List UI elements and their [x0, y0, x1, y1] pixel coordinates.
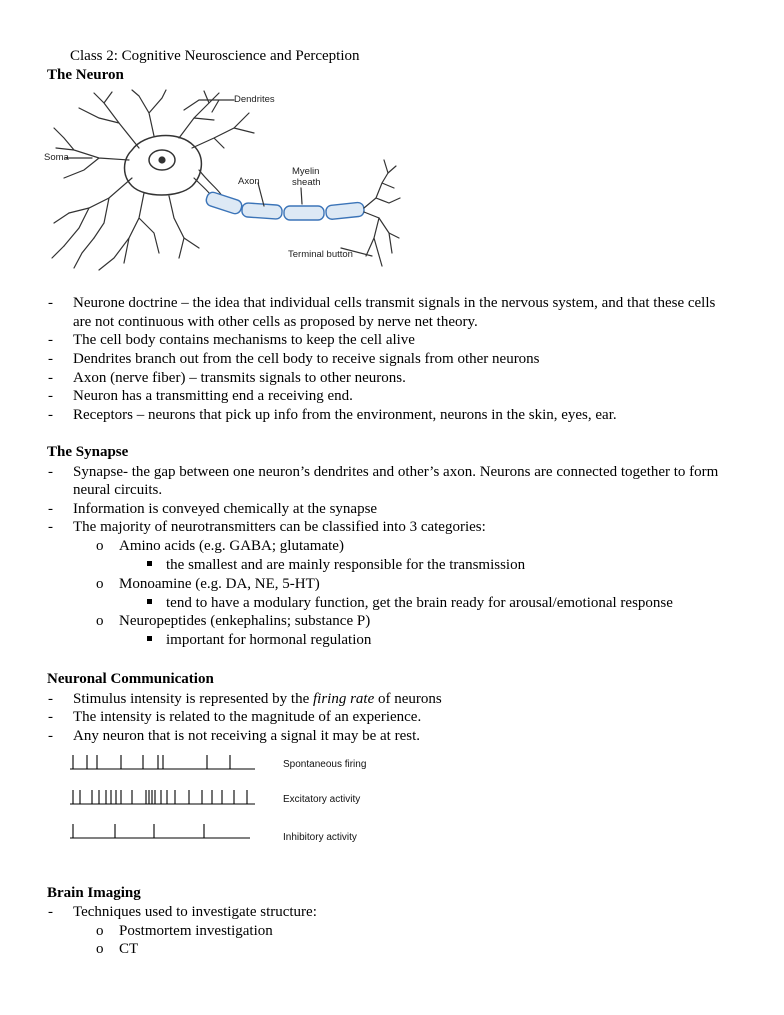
myelin-label-2: sheath [292, 177, 321, 188]
category-amino-acids: Amino acids (e.g. GABA; glutamate) [119, 538, 344, 554]
imaging-item-ct: CT [119, 941, 139, 957]
circle-marker: o [96, 923, 104, 939]
square-bullet [147, 561, 152, 566]
dash-marker: - [48, 691, 53, 707]
dash-marker: - [48, 464, 53, 480]
axon-label: Axon [238, 176, 260, 187]
synapse-heading: The Synapse [47, 444, 129, 460]
synapse-bullet-1: Synapse- the gap between one neuron’s dendrites and other’s axon. Neurons are connected together to form [73, 464, 719, 480]
square-bullet [147, 636, 152, 641]
category-amino-acids-detail: the smallest and are mainly responsible for the transmission [166, 557, 526, 573]
category-monoamine-detail: tend to have a modulary function, get the brain ready for arousal/emotional response [166, 595, 673, 611]
neuron-bullet-2: The cell body contains mechanisms to keep the cell alive [73, 332, 415, 348]
dash-marker: - [48, 370, 53, 386]
dash-marker: - [48, 709, 53, 725]
dash-marker: - [48, 519, 53, 535]
myelin-label-1: Myelin [292, 166, 320, 177]
excitatory-activity-label: Excitatory activity [283, 794, 361, 805]
dash-marker: - [48, 388, 53, 404]
synapse-bullet-2: Information is conveyed chemically at the synapse [73, 501, 378, 517]
circle-marker: o [96, 941, 104, 957]
dendrites-label: Dendrites [234, 94, 275, 105]
dash-marker: - [48, 501, 53, 517]
firing-rate-text-after: of neurons [374, 691, 442, 707]
synapse-bullet-3: The majority of neurotransmitters can be classified into 3 categories: [73, 519, 486, 535]
communication-bullet-1 [73, 690, 442, 708]
square-bullet [147, 599, 152, 604]
spike-train-figure [64, 752, 394, 847]
synapse-bullet-1-cont: neural circuits. [73, 482, 163, 498]
neuron-bullet-1: Neurone doctrine – the idea that individual cells transmit signals in the nervous system, and that these cells [73, 295, 716, 311]
neuron-heading: The Neuron [47, 67, 124, 83]
dash-marker: - [48, 728, 53, 744]
circle-marker: o [96, 538, 104, 554]
neuron-bullet-4: Axon (nerve fiber) – transmits signals to other neurons. [73, 370, 406, 386]
neuron-bullet-5: Neuron has a transmitting end a receiving end. [73, 388, 353, 404]
neuron-bullet-3: Dendrites branch out from the cell body to receive signals from other neurons [73, 351, 540, 367]
imaging-item-postmortem: Postmortem investigation [119, 923, 273, 939]
neuron-bullet-6: Receptors – neurons that pick up info from the environment, neurons in the skin, eyes, ear. [73, 407, 617, 423]
dash-marker: - [48, 407, 53, 423]
terminal-button-label: Terminal button [288, 249, 353, 260]
spontaneous-firing-label: Spontaneous firing [283, 759, 367, 770]
imaging-heading: Brain Imaging [47, 885, 141, 901]
communication-bullet-3: Any neuron that is not receiving a signal it may be at rest. [73, 728, 420, 744]
soma-label: Soma [44, 152, 69, 163]
communication-heading: Neuronal Communication [47, 671, 214, 687]
imaging-bullet: Techniques used to investigate structure: [73, 904, 317, 920]
neuron-diagram [44, 88, 404, 278]
category-neuropeptides: Neuropeptides (enkephalins; substance P) [119, 613, 371, 629]
dash-marker: - [48, 351, 53, 367]
inhibitory-activity-label: Inhibitory activity [283, 832, 357, 843]
dash-marker: - [48, 904, 53, 920]
circle-marker: o [96, 576, 104, 592]
page-title: Class 2: Cognitive Neuroscience and Perception [70, 48, 360, 64]
firing-rate-emphasis: firing rate [312, 691, 375, 707]
neuron-bullet-1-cont: are not continuous with other cells as proposed by nerve net theory. [73, 314, 478, 330]
dash-marker: - [48, 332, 53, 348]
circle-marker: o [96, 613, 104, 629]
category-monoamine: Monoamine (e.g. DA, NE, 5-HT) [119, 576, 320, 592]
firing-rate-text-before: Stimulus intensity is represented by the [73, 691, 313, 707]
dash-marker: - [48, 295, 53, 311]
communication-bullet-2: The intensity is related to the magnitude of an experience. [73, 709, 422, 725]
category-neuropeptides-detail: important for hormonal regulation [166, 632, 372, 648]
spike-train-chart [64, 752, 264, 847]
